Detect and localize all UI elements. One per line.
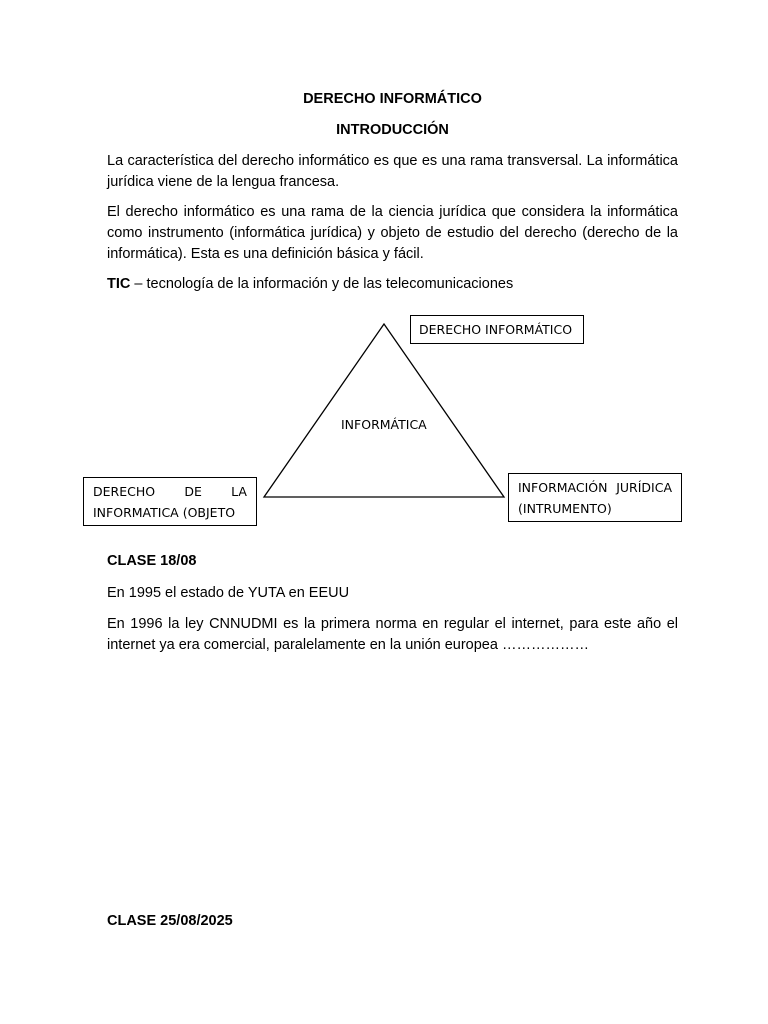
left-box-derecho-de-la-informatica xyxy=(83,477,257,526)
top-box-label: DERECHO INFORMÁTICO xyxy=(419,322,573,337)
triangle-center-label: INFORMÁTICA xyxy=(341,417,427,432)
tic-definition: – tecnología de la información y de las telecomunicaciones xyxy=(130,276,514,292)
top-box-derecho-informatico xyxy=(410,315,584,344)
right-box-label: INFORMACIÓN JURÍDICA (INTRUMENTO) xyxy=(518,480,672,516)
tic-term: TIC xyxy=(107,276,131,292)
paragraph-intro: La característica del derecho informático es que es una rama transversal. La informática jurídica viene de la lengua francesa. xyxy=(107,153,678,190)
clase-1-line-2: En 1996 la ley CNNUDMI es la primera norma en regular el internet, para este año el internet ya era comercial, paralelamente en la unión europea ……………… xyxy=(107,616,678,653)
triangle-shape xyxy=(264,324,504,497)
clase-1-heading: CLASE 18/08 xyxy=(107,553,197,569)
left-box-label: DERECHO DE LA INFORMATICA (OBJETO xyxy=(93,484,247,520)
right-box-informacion-juridica xyxy=(508,473,682,522)
document-title: DERECHO INFORMÁTICO xyxy=(303,91,482,107)
paragraph-definition: El derecho informático es una rama de la ciencia jurídica que considera la informática como instrumento (informática jurídica) y objeto de estudio del derecho (derecho de la informática). Esta es una definición básica y fácil. xyxy=(107,204,678,262)
clase-2-heading: CLASE 25/08/2025 xyxy=(107,913,233,929)
clase-1-line-1: En 1995 el estado de YUTA en EEUU xyxy=(107,585,350,601)
document-subtitle: INTRODUCCIÓN xyxy=(336,122,449,138)
tic-line xyxy=(107,274,678,295)
